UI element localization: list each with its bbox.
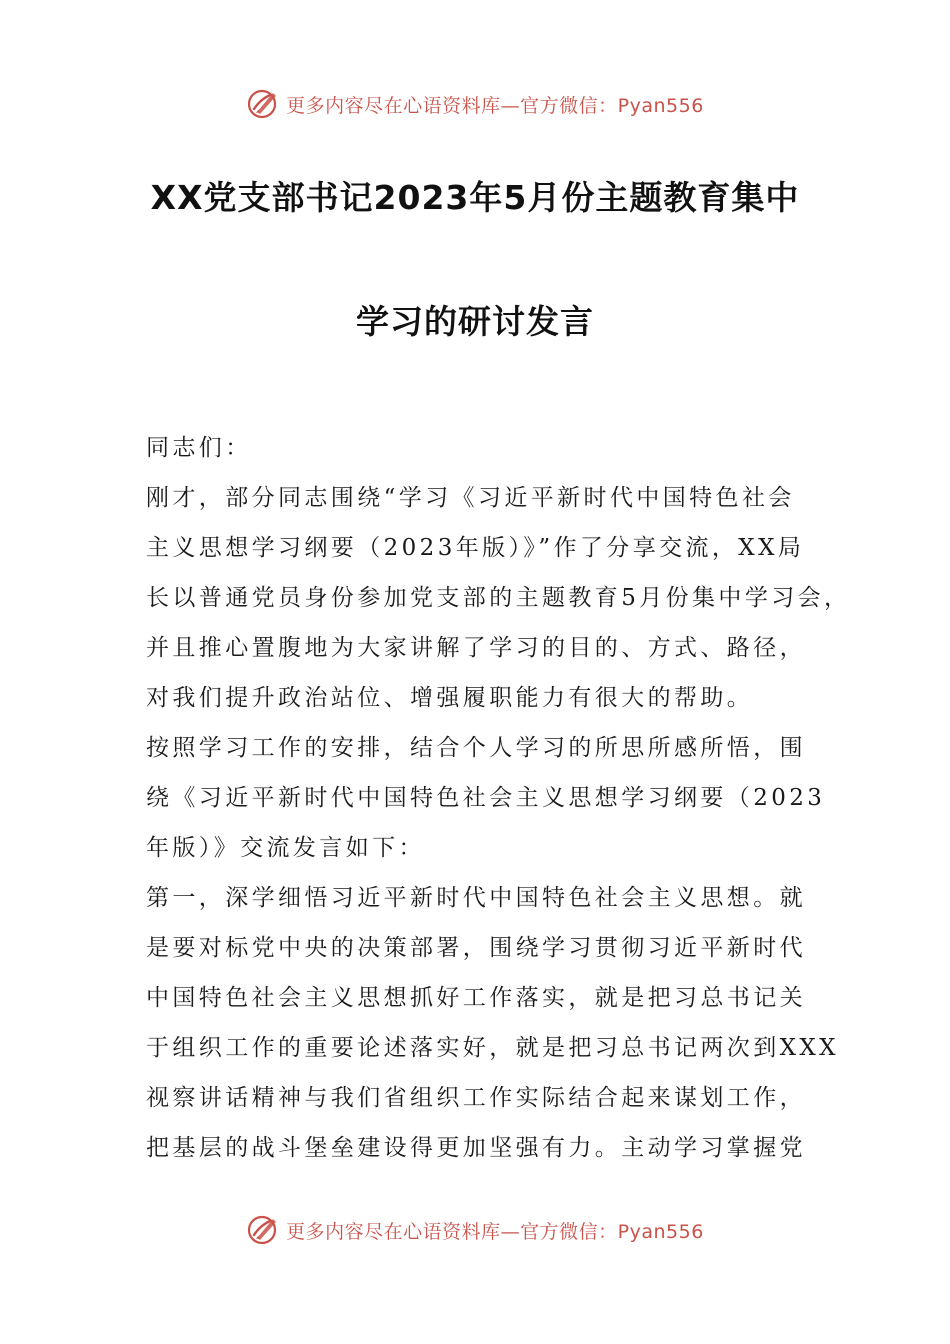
body-line: 主义思想学习纲要（2023年版）》”作了分享交流，XX局	[146, 535, 805, 561]
body-line: 第一，深学细悟习近平新时代中国特色社会主义思想。就	[146, 885, 806, 911]
body-line: 于组织工作的重要论述落实好，就是把习总书记两次到XXX	[146, 1035, 839, 1061]
watermark-text	[286, 1217, 704, 1244]
document-body	[146, 423, 851, 1173]
body-line: 绕《习近平新时代中国特色社会主义思想学习纲要（2023	[146, 785, 826, 811]
body-line: 中国特色社会主义思想抓好工作落实，就是把习总书记关	[146, 985, 806, 1011]
watermark-footer	[0, 1210, 950, 1250]
body-line: 年版）》交流发言如下：	[146, 835, 425, 861]
body-line: 刚才，部分同志围绕“学习《习近平新时代中国特色社会	[146, 485, 795, 511]
body-line: 同志们：	[146, 435, 252, 461]
watermark-header	[0, 84, 950, 124]
watermark-handle: Pyan556	[617, 94, 704, 117]
watermark-handle: Pyan556	[617, 1220, 704, 1243]
body-line: 对我们提升政治站位、增强履职能力有很大的帮助。	[146, 685, 754, 711]
body-line: 视察讲话精神与我们省组织工作实际结合起来谋划工作，	[146, 1085, 806, 1111]
pen-logo-icon	[246, 1213, 280, 1247]
pen-logo-icon	[246, 87, 280, 121]
document-title-line-2: 学习的研讨发言	[356, 302, 594, 341]
body-line: 把基层的战斗堡垒建设得更加坚强有力。主动学习掌握党	[146, 1135, 806, 1161]
body-line: 并且推心置腹地为大家讲解了学习的目的、方式、路径，	[146, 635, 806, 661]
body-line: 长以普通党员身份参加党支部的主题教育5月份集中学习会，	[146, 585, 851, 611]
watermark-label: 更多内容尽在心语资料库—官方微信：	[286, 94, 618, 117]
document-title-line-1: XX党支部书记2023年5月份主题教育集中	[150, 178, 800, 217]
watermark-label: 更多内容尽在心语资料库—官方微信：	[286, 1220, 618, 1243]
body-line: 按照学习工作的安排，结合个人学习的所思所感所悟，围	[146, 735, 806, 761]
watermark-text	[286, 91, 704, 118]
body-line: 是要对标党中央的决策部署，围绕学习贯彻习近平新时代	[146, 935, 806, 961]
